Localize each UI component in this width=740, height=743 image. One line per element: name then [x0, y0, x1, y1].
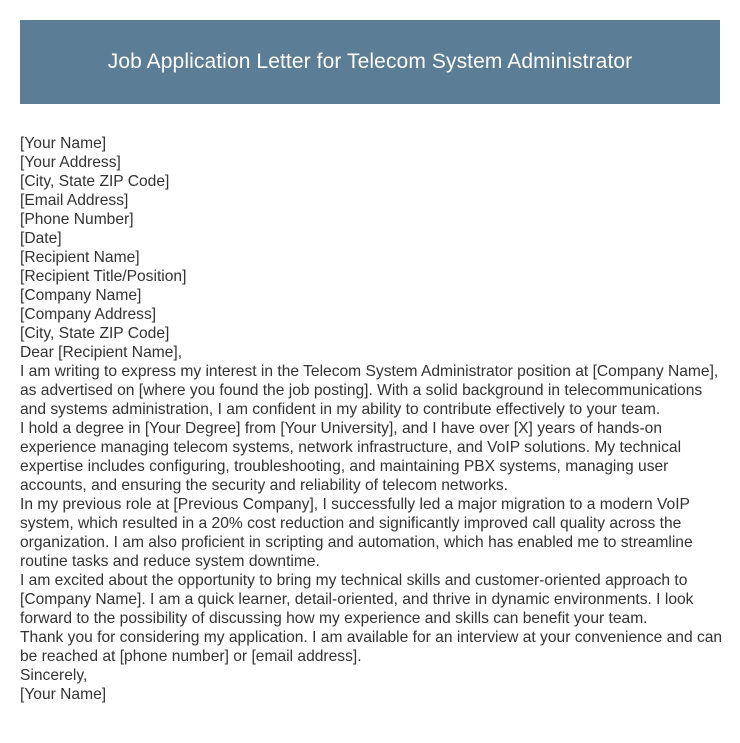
paragraph-intro: I am writing to express my interest in the Telecom System Administrator position at [Company Name], as advertised on [where you found the job posting]. With a solid background in telecommunications and systems administration, I am confident in my ability to contribute effectively to your team. — [20, 363, 719, 418]
page-title: Job Application Letter for Telecom System Administrator — [107, 50, 633, 73]
letter-date: [Date] — [20, 230, 62, 247]
sender-name: [Your Name] — [20, 135, 107, 152]
sender-block — [20, 134, 724, 248]
paragraph-achievements: In my previous role at [Previous Company], I successfully led a major migration to a modern VoIP system, which resulted in a 20% cost reduction and significantly improved call quality across the organization. I am also proficient in scripting and automation, which has enabled me to streamline routine tasks and reduce system downtime. — [20, 496, 693, 570]
paragraph-closing: Thank you for considering my application. I am available for an interview at your convenience and can be reached at [phone number] or [email address]. — [20, 629, 723, 665]
recipient-company: [Company Name] — [20, 287, 142, 304]
sender-address: [Your Address] — [20, 154, 121, 171]
title-banner — [20, 20, 720, 104]
sender-city-state-zip: [City, State ZIP Code] — [20, 173, 170, 190]
paragraph-motivation: I am excited about the opportunity to bring my technical skills and customer-oriented approach to [Company Name]. I am a quick learner, detail-oriented, and thrive in dynamic environments. I look forward to the possibility of discussing how my experience and skills can benefit your team. — [20, 572, 694, 627]
sender-email: [Email Address] — [20, 192, 129, 209]
recipient-title: [Recipient Title/Position] — [20, 268, 187, 285]
recipient-address: [Company Address] — [20, 306, 157, 323]
signature: [Your Name] — [20, 686, 107, 703]
recipient-city-state-zip: [City, State ZIP Code] — [20, 325, 170, 342]
salutation: Dear [Recipient Name], — [20, 344, 183, 361]
sender-phone: [Phone Number] — [20, 211, 134, 228]
paragraph-experience: I hold a degree in [Your Degree] from [Your University], and I have over [X] years of hands-on experience managing telecom systems, network infrastructure, and VoIP solutions. My technical expertise includes configuring, troubleshooting, and maintaining PBX systems, managing user accounts, and ensuring the security and reliability of telecom networks. — [20, 420, 682, 494]
recipient-block — [20, 248, 724, 343]
closing: Sincerely, — [20, 667, 88, 684]
recipient-name: [Recipient Name] — [20, 249, 140, 266]
letter-body — [20, 134, 724, 704]
